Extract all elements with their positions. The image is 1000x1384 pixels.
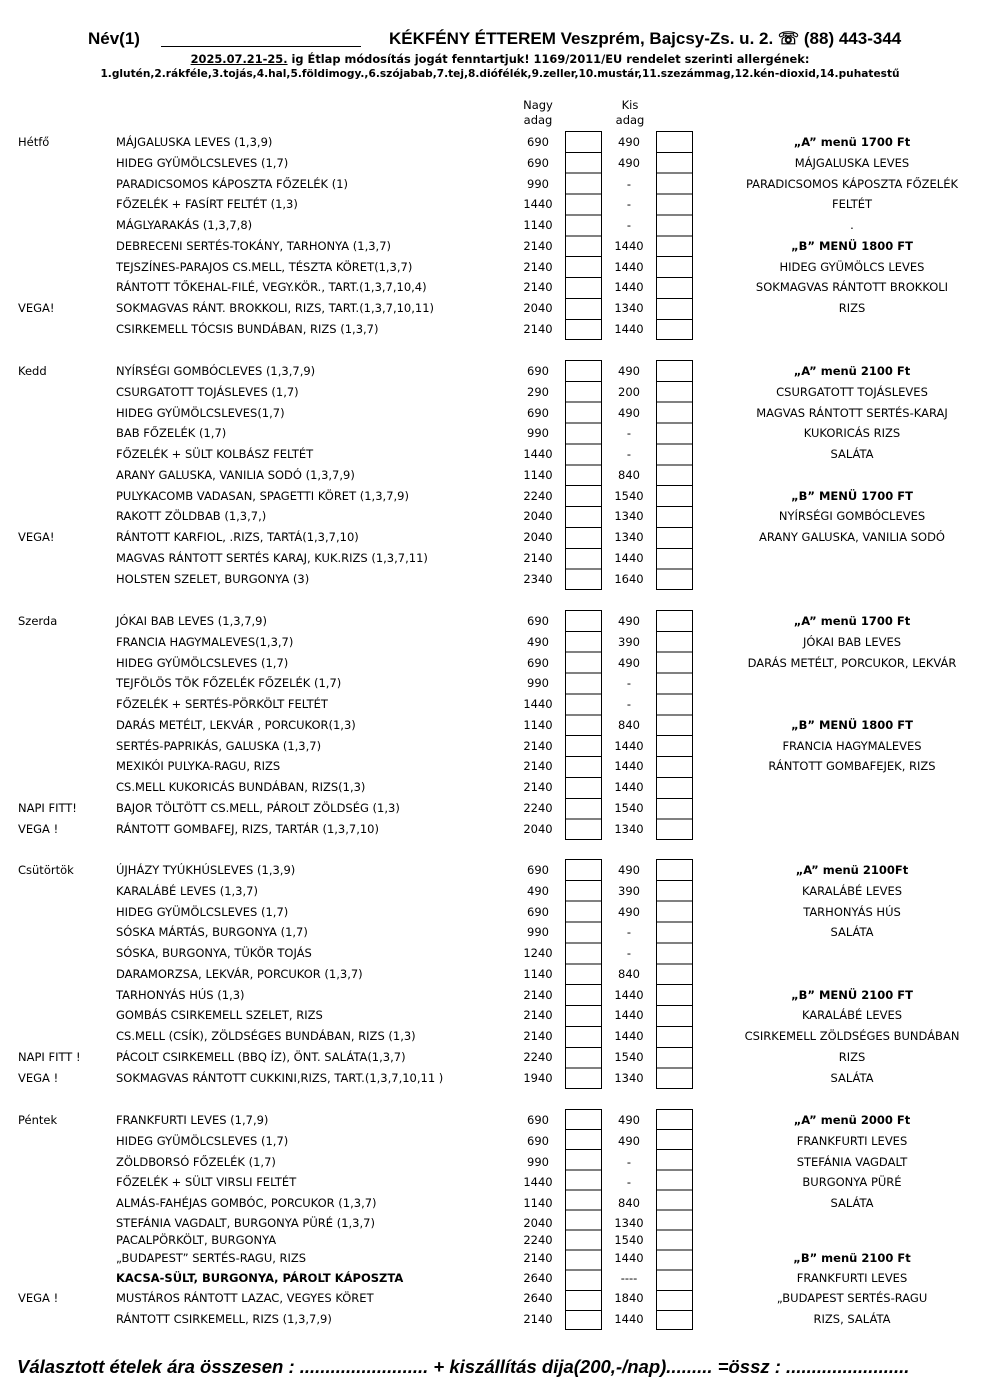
small-price: 200 [618, 384, 640, 399]
menu-row [0, 1248, 1000, 1268]
dish-name: RÁNTOTT TŐKEHAL-FILÉ, VEGY.KÖR., TART.(1,3,7,10,4) [116, 280, 427, 295]
dish-name: „BUDAPEST” SERTÉS-RAGU, RIZS [116, 1251, 307, 1265]
menu-row [0, 756, 1000, 776]
dish-name: HIDEG GYÜMÖLCSLEVES (1,7) [116, 655, 289, 670]
menu-row [0, 153, 1000, 173]
large-price: 690 [527, 155, 549, 170]
menu-row [0, 611, 1000, 631]
small-price: - [626, 1155, 632, 1169]
small-price: 490 [618, 655, 640, 670]
dish-name: SÓSKA MÁRTÁS, BURGONYA (1,7) [116, 925, 308, 940]
date-range: 2025.07.21-25. [190, 52, 288, 66]
dish-name: FRANCIA HAGYMALEVES(1,3,7) [116, 634, 294, 649]
large-price: 1140 [523, 1196, 553, 1210]
daily-menu-text: CSIRKEMELL ZÖLDSÉGES BUNDÁBAN [744, 1029, 960, 1043]
dish-name: SOKMAGVAS RÁNT. BROKKOLI, RIZS, TART.(1,3,7,10,11) [116, 301, 435, 315]
large-price: 690 [527, 614, 549, 628]
large-price: 2240 [523, 1233, 553, 1247]
large-price: 2040 [523, 821, 553, 836]
menu-row [0, 1193, 1000, 1213]
menu-row [0, 569, 1000, 589]
menu-row [0, 694, 1000, 714]
small-price: 1440 [614, 1008, 644, 1023]
small-price: 840 [618, 1196, 640, 1210]
dish-name: ÚJHÁZY TYÚKHÚSLEVES (1,3,9) [116, 863, 296, 877]
small-price: 490 [618, 1113, 640, 1127]
small-price: 1340 [614, 509, 644, 524]
small-price: 1540 [614, 1049, 644, 1064]
large-price: 990 [527, 176, 549, 191]
large-price: 2040 [523, 301, 553, 315]
daily-menu-text: MÁJGALUSKA LEVES [794, 155, 910, 170]
small-header-line2: adag [615, 113, 645, 127]
day-tag: VEGA! [18, 301, 55, 315]
small-price: - [626, 946, 632, 960]
daily-menu-text: JÓKAI BAB LEVES [802, 634, 902, 649]
small-price: ---- [620, 1271, 638, 1285]
menu-row [0, 1131, 1000, 1151]
daily-menu-text: NYÍRSÉGI GOMBÓCLEVES [778, 509, 926, 524]
dish-name: FŐZELÉK + FASÍRT FELTÉT (1,3) [116, 197, 298, 212]
daily-menu-text: SOKMAGVAS RÁNTOTT BROKKOLI [755, 280, 949, 295]
dish-name: HIDEG GYÜMÖLCSLEVES (1,7) [116, 904, 289, 919]
daily-menu-text: RIZS, SALÁTA [813, 1312, 891, 1326]
large-price: 1140 [523, 717, 553, 732]
daily-menu-text: ARANY GALUSKA, VANILIA SODÓ [759, 530, 945, 544]
small-price: 490 [618, 614, 640, 628]
day-tag: NAPI FITT ! [18, 1049, 81, 1064]
small-price: 1540 [614, 800, 644, 815]
small-price: 1840 [614, 1291, 644, 1305]
large-price: 290 [527, 384, 549, 399]
small-price: - [626, 197, 632, 212]
large-price: 1440 [523, 447, 553, 461]
large-price: 690 [527, 904, 549, 919]
daily-menu-text: SALÁTA [830, 447, 874, 461]
dish-name: FRANKFURTI LEVES (1,7,9) [116, 1113, 269, 1127]
small-price: - [626, 697, 632, 711]
dish-name: DARÁS METÉLT, LEKVÁR , PORCUKOR(1,3) [116, 717, 356, 732]
daily-menu-text: MAGVAS RÁNTOTT SERTÉS-KARAJ [756, 405, 948, 420]
menu-row [0, 881, 1000, 901]
small-price: 490 [618, 155, 640, 170]
notice-text: ig Étlap módosítás jogát fenntartjuk! 1169/2011/EU rendelet szerinti allergének: [287, 52, 810, 66]
dish-name: JÓKAI BAB LEVES (1,3,7,9) [116, 614, 267, 628]
allergen-list: 1.glutén,2.rákféle,3.tojás,4.hal,5.földimogy.,6.szójabab,7.tej,8.diófélék,9.zeller,10.mustár,11.szezámmag,12.kén-dioxid,14.puhatestű [100, 68, 900, 80]
large-price: 690 [527, 1113, 549, 1127]
daily-menu-text: „A” menü 2100Ft [795, 863, 909, 877]
daily-menu-text: „BUDAPEST SERTÉS-RAGU [776, 1291, 928, 1305]
daily-menu-text: SALÁTA [830, 1070, 874, 1085]
menu-row [0, 1152, 1000, 1172]
dish-name: FŐZELÉK + SÜLT KOLBÁSZ FELTÉT [116, 447, 314, 461]
dish-name: RAKOTT ZÖLDBAB (1,3,7,) [116, 509, 267, 524]
large-portion-header [508, 98, 568, 128]
small-header-line1: Kis [621, 98, 639, 112]
dish-name: TARHONYÁS HÚS (1,3) [116, 987, 245, 1002]
small-price: - [626, 176, 632, 191]
menu-row [0, 1172, 1000, 1192]
dish-name: FŐZELÉK + SERTÉS-PÖRKÖLT FELTÉT [116, 697, 328, 711]
small-price: 1640 [614, 571, 644, 586]
small-price: - [626, 218, 632, 232]
small-price: 1340 [614, 1216, 644, 1230]
small-price: 1440 [614, 1251, 644, 1265]
dish-name: CS.MELL KUKORICÁS BUNDÁBAN, RIZS(1,3) [116, 780, 366, 794]
menu-row [0, 506, 1000, 526]
day-tag: VEGA ! [18, 1291, 59, 1305]
dish-name: ZÖLDBORSÓ FŐZELÉK (1,7) [116, 1155, 276, 1169]
large-price: 1140 [523, 467, 553, 482]
large-price: 2140 [523, 280, 553, 295]
menu-row [0, 174, 1000, 194]
large-price: 2040 [523, 1216, 553, 1230]
dish-name: PULYKACOMB VADASAN, SPAGETTI KÖRET (1,3,7,9) [116, 488, 409, 503]
small-portion-header [600, 98, 660, 128]
daily-menu-text: „A” menü 1700 Ft [793, 135, 911, 149]
dish-name: HIDEG GYÜMÖLCSLEVES (1,7) [116, 1134, 289, 1148]
menu-row [0, 527, 1000, 547]
menu-row [0, 902, 1000, 922]
menu-row [0, 1230, 1000, 1250]
daily-menu-text: RIZS [838, 301, 866, 315]
daily-menu-text: „B” MENÜ 1800 FT [791, 717, 913, 732]
large-price: 2040 [523, 509, 553, 524]
menu-row [0, 1068, 1000, 1088]
small-price: 840 [618, 467, 640, 482]
small-price: 490 [618, 364, 640, 378]
daily-menu-text: PARADICSOMOS KÁPOSZTA FŐZELÉK [745, 176, 959, 191]
daily-menu-text: HIDEG GYÜMÖLCS LEVES [779, 259, 925, 274]
small-price: 1340 [614, 301, 644, 315]
menu-row [0, 1005, 1000, 1025]
large-price: 1140 [523, 218, 553, 232]
daily-menu-text: FRANCIA HAGYMALEVES [782, 738, 922, 753]
daily-menu-text: DARÁS METÉLT, PORCUKOR, LEKVÁR [747, 655, 957, 670]
large-price: 690 [527, 655, 549, 670]
menu-row [0, 319, 1000, 339]
small-price: 1440 [614, 280, 644, 295]
small-price: 490 [618, 135, 640, 149]
small-price: 1440 [614, 321, 644, 336]
menu-row [0, 486, 1000, 506]
dish-name: PARADICSOMOS KÁPOSZTA FŐZELÉK (1) [116, 176, 349, 191]
menu-row [0, 382, 1000, 402]
daily-menu-text: SALÁTA [830, 925, 874, 940]
day-tag: VEGA ! [18, 1070, 59, 1085]
small-price: 1440 [614, 759, 644, 774]
dish-name: NYÍRSÉGI GOMBÓCLEVES (1,3,7,9) [116, 364, 316, 378]
menu-row [0, 673, 1000, 693]
small-price: 490 [618, 405, 640, 420]
large-price: 690 [527, 135, 549, 149]
small-price: - [626, 925, 632, 940]
dish-name: HIDEG GYÜMÖLCSLEVES(1,7) [116, 405, 285, 420]
name-field-line[interactable] [161, 46, 361, 47]
small-price: 390 [618, 883, 640, 898]
large-price: 1140 [523, 966, 553, 981]
large-price: 990 [527, 925, 549, 940]
menu-row [0, 819, 1000, 839]
day-tag: VEGA ! [18, 821, 59, 836]
menu-row [0, 465, 1000, 485]
large-price: 2340 [523, 571, 553, 586]
menu-row [0, 798, 1000, 818]
large-price: 2140 [523, 1312, 553, 1326]
dish-name: KARALÁBÉ LEVES (1,3,7) [116, 883, 258, 898]
menu-row [0, 736, 1000, 756]
day-tag: Csütörtök [18, 863, 74, 877]
daily-menu-text: . [850, 218, 854, 232]
menu-row [0, 1288, 1000, 1308]
dish-name: RÁNTOTT GOMBAFEJ, RIZS, TARTÁR (1,3,7,10) [116, 821, 379, 836]
small-price: 1340 [614, 1070, 644, 1085]
menu-row [0, 715, 1000, 735]
small-price: 1440 [614, 259, 644, 274]
small-price: 390 [618, 634, 640, 649]
large-price: 2240 [523, 800, 553, 815]
daily-menu-text: „B” MENÜ 2100 FT [791, 987, 913, 1002]
daily-menu-text: SALÁTA [830, 1196, 874, 1210]
small-price: 1440 [614, 238, 644, 253]
daily-menu-text: STEFÁNIA VAGDALT [796, 1155, 908, 1169]
small-price: 1340 [614, 821, 644, 836]
menu-row [0, 194, 1000, 214]
large-price: 2140 [523, 738, 553, 753]
dish-name: MAGVAS RÁNTOTT SERTÉS KARAJ, KUK.RIZS (1,3,7,11) [116, 550, 428, 565]
dish-name: KACSA-SÜLT, BURGONYA, PÁROLT KÁPOSZTA [116, 1271, 404, 1285]
menu-row [0, 298, 1000, 318]
dish-name: TEJFÖLÖS TÖK FŐZELÉK FŐZELÉK (1,7) [116, 676, 342, 691]
dish-name: MEXIKÓI PULYKA-RAGU, RIZS [116, 759, 281, 774]
small-price: 840 [618, 717, 640, 732]
daily-menu-text: KARALÁBÉ LEVES [801, 1008, 903, 1023]
small-price: - [626, 676, 632, 691]
daily-menu-text: „B” menü 2100 Ft [793, 1251, 911, 1265]
small-price: 1440 [614, 738, 644, 753]
daily-menu-text: „B” MENÜ 1700 FT [791, 488, 913, 503]
large-header-line1: Nagy [523, 98, 553, 112]
small-price: 1540 [614, 1233, 644, 1247]
dish-name: SÓSKA, BURGONYA, TÜKÖR TOJÁS [116, 946, 312, 960]
large-price: 1240 [523, 946, 553, 960]
daily-menu-text: RIZS [838, 1049, 866, 1064]
small-price: 490 [618, 863, 640, 877]
daily-menu-text: „A” menü 2100 Ft [793, 364, 911, 378]
dish-name: BAJOR TÖLTÖTT CS.MELL, PÁROLT ZÖLDSÉG (1,3) [116, 800, 400, 815]
menu-row [0, 403, 1000, 423]
menu-row [0, 257, 1000, 277]
large-price: 2240 [523, 1049, 553, 1064]
large-price: 2140 [523, 759, 553, 774]
dish-name: PÁCOLT CSIRKEMELL (BBQ ÍZ), ÖNT. SALÁTA(1,3,7) [116, 1049, 406, 1064]
large-price: 1440 [523, 1175, 553, 1189]
dish-name: TEJSZÍNES-PARAJOS CS.MELL, TÉSZTA KÖRET(1,3,7) [116, 259, 413, 274]
large-price: 490 [527, 883, 549, 898]
dish-name: HIDEG GYÜMÖLCSLEVES (1,7) [116, 155, 289, 170]
large-price: 2140 [523, 987, 553, 1002]
dish-name: ARANY GALUSKA, VANILIA SODÓ (1,3,7,9) [116, 467, 355, 482]
small-price: 1440 [614, 1029, 644, 1043]
dish-name: STEFÁNIA VAGDALT, BURGONYA PÜRÉ (1,3,7) [116, 1216, 375, 1230]
daily-menu-text: CSURGATOTT TOJÁSLEVES [776, 384, 928, 399]
menu-row [0, 943, 1000, 963]
dish-name: MUSTÁROS RÁNTOTT LAZAC, VEGYES KÖRET [116, 1291, 374, 1305]
small-price: 490 [618, 904, 640, 919]
large-price: 2140 [523, 1008, 553, 1023]
menu-row [0, 985, 1000, 1005]
menu-row [0, 444, 1000, 464]
dish-name: CSURGATOTT TOJÁSLEVES (1,7) [116, 384, 299, 399]
large-price: 2140 [523, 1251, 553, 1265]
menu-row [0, 777, 1000, 797]
large-price: 1440 [523, 697, 553, 711]
small-price: - [626, 426, 632, 441]
menu-row [0, 653, 1000, 673]
header-line [88, 29, 968, 51]
dish-name: CSIRKEMELL TÓCSIS BUNDÁBAN, RIZS (1,3,7) [116, 321, 379, 336]
large-price: 690 [527, 1134, 549, 1148]
daily-menu-text: RÁNTOTT GOMBAFEJEK, RIZS [768, 759, 936, 774]
daily-menu-text: KARALÁBÉ LEVES [801, 883, 903, 898]
small-price: - [626, 447, 632, 461]
daily-menu-text: „A” menü 1700 Ft [793, 614, 911, 628]
large-price: 2040 [523, 530, 553, 544]
dish-name: RÁNTOTT CSIRKEMELL, RIZS (1,3,7,9) [116, 1312, 332, 1326]
small-price: 1440 [614, 780, 644, 794]
day-tag: VEGA! [18, 530, 55, 544]
small-price: 840 [618, 966, 640, 981]
menu-row [0, 215, 1000, 235]
small-price: 1540 [614, 488, 644, 503]
dish-name: BAB FŐZELÉK (1,7) [116, 426, 227, 441]
large-price: 1440 [523, 197, 553, 212]
day-tag: Szerda [18, 614, 58, 628]
small-price: - [626, 1175, 632, 1189]
menu-row [0, 1309, 1000, 1329]
total-line: Választott ételek ára összesen : ......................... + kiszállítás dija(200,-/nap)......... =össz : ........................ [17, 1356, 910, 1377]
menu-row [0, 860, 1000, 880]
day-tag: Péntek [18, 1113, 58, 1127]
dish-name: HOLSTEN SZELET, BURGONYA (3) [116, 571, 310, 586]
restaurant-title: KÉKFÉNY ÉTTEREM Veszprém, Bajcsy-Zs. u. 2. ☏ (88) 443-344 [389, 29, 902, 48]
daily-menu-text: FRANKFURTI LEVES [796, 1271, 908, 1285]
menu-row [0, 132, 1000, 152]
large-price: 1940 [523, 1070, 553, 1085]
large-price: 690 [527, 863, 549, 877]
menu-row [0, 1110, 1000, 1130]
large-price: 2140 [523, 780, 553, 794]
dish-name: MÁJGALUSKA LEVES (1,3,9) [116, 135, 273, 149]
dish-name: SERTÉS-PAPRIKÁS, GALUSKA (1,3,7) [116, 738, 322, 753]
notice-line [0, 52, 1000, 66]
large-price: 2240 [523, 488, 553, 503]
day-tag: NAPI FITT! [18, 800, 77, 815]
large-price: 990 [527, 676, 549, 691]
dish-name: PACALPÖRKÖLT, BURGONYA [116, 1233, 277, 1247]
large-price: 2140 [523, 1029, 553, 1043]
large-header-line2: adag [523, 113, 553, 127]
large-price: 990 [527, 426, 549, 441]
small-price: 490 [618, 1134, 640, 1148]
day-tag: Kedd [18, 364, 47, 378]
daily-menu-text: „A” menü 2000 Ft [793, 1113, 911, 1127]
daily-menu-text: TARHONYÁS HÚS [803, 904, 901, 919]
large-price: 2140 [523, 259, 553, 274]
large-price: 990 [527, 1155, 549, 1169]
large-price: 2640 [523, 1291, 553, 1305]
menu-row [0, 236, 1000, 256]
dish-name: FŐZELÉK + SÜLT VIRSLI FELTÉT [116, 1175, 297, 1189]
menu-row [0, 548, 1000, 568]
large-price: 690 [527, 364, 549, 378]
large-price: 2640 [523, 1271, 553, 1285]
menu-row [0, 361, 1000, 381]
day-tag: Hétfő [18, 135, 50, 149]
daily-menu-text: BURGONYA PÜRÉ [802, 1175, 902, 1189]
dish-name: DARAMORZSA, LEKVÁR, PORCUKOR (1,3,7) [116, 966, 363, 981]
small-price: 1440 [614, 1312, 644, 1326]
daily-menu-text: „B” MENÜ 1800 FT [791, 238, 913, 253]
menu-row [0, 922, 1000, 942]
dish-name: SOKMAGVAS RÁNTOTT CUKKINI,RIZS, TART.(1,3,7,10,11 ) [116, 1070, 444, 1085]
large-price: 2140 [523, 238, 553, 253]
large-price: 490 [527, 634, 549, 649]
dish-name: CS.MELL (CSÍK), ZÖLDSÉGES BUNDÁBAN, RIZS (1,3) [116, 1029, 416, 1043]
large-price: 690 [527, 405, 549, 420]
large-price: 2140 [523, 321, 553, 336]
dish-name: RÁNTOTT KARFIOL, .RIZS, TARTÁ(1,3,7,10) [116, 530, 359, 544]
large-price: 2140 [523, 550, 553, 565]
menu-row [0, 1047, 1000, 1067]
menu-row [0, 632, 1000, 652]
small-price: 1440 [614, 550, 644, 565]
menu-row [0, 964, 1000, 984]
daily-menu-text: FELTÉT [831, 197, 873, 212]
dish-name: GOMBÁS CSIRKEMELL SZELET, RIZS [116, 1008, 323, 1023]
name-label: Név(1) [88, 29, 140, 48]
menu-row [0, 1268, 1000, 1288]
small-price: 1440 [614, 987, 644, 1002]
menu-row [0, 277, 1000, 297]
menu-row [0, 423, 1000, 443]
daily-menu-text: KUKORICÁS RIZS [803, 426, 901, 441]
small-price: 1340 [614, 530, 644, 544]
menu-row [0, 1026, 1000, 1046]
dish-name: DEBRECENI SERTÉS-TOKÁNY, TARHONYA (1,3,7) [116, 238, 392, 253]
daily-menu-text: FRANKFURTI LEVES [796, 1134, 908, 1148]
dish-name: MÁGLYARAKÁS (1,3,7,8) [116, 218, 253, 232]
dish-name: ALMÁS-FAHÉJAS GOMBÓC, PORCUKOR (1,3,7) [116, 1196, 377, 1210]
